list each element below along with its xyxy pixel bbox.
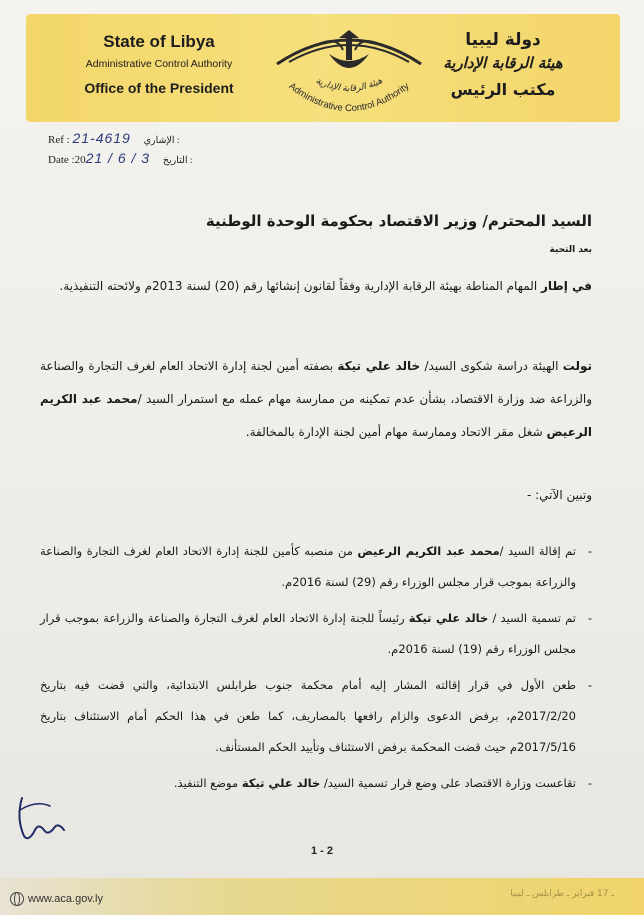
footer-address: ـ 17 فبراير ـ طرابلس ـ ليبيا <box>510 889 614 899</box>
bullet4-text-1: تقاعست وزارة الاقتصاد على وضع قرار تسمية السيد/ <box>320 776 576 790</box>
para1-text: المهام المناطة بهيئة الرقابة الإدارية وفقاً لقانون إنشائها رقم (20) لسنة 2013م ولائحته التنفيذية. <box>59 279 541 293</box>
paragraph-1 <box>40 270 592 303</box>
letterhead-english <box>64 32 254 96</box>
para2-text-3: شغل مقر الاتحاد وممارسة مهام أمين لجنة الإدارة بالمخالفة. <box>245 425 547 439</box>
para2-text-1: الهيئة دراسة شكوى السيد/ <box>420 359 563 373</box>
ref-label-ar: الإشاري : <box>143 136 180 146</box>
para1-lead: في إطار <box>540 279 592 293</box>
findings-intro: وتبين الآتي: - <box>526 488 592 502</box>
findings-list <box>40 536 592 804</box>
website-text: www.aca.gov.ly <box>28 893 103 905</box>
list-item <box>40 670 592 763</box>
addressee: السيد المحترم/ وزير الاقتصاد بحكومة الوحدة الوطنية <box>205 212 592 230</box>
state-title-en: State of Libya <box>103 32 215 51</box>
bullet1-name: محمد عبد الكريم الرعيض <box>357 544 500 558</box>
bullet2-name: خالد علي تيكة <box>408 611 489 625</box>
website-link[interactable] <box>10 892 103 906</box>
date-line <box>48 150 193 166</box>
date-value: 21 / 6 / 3 <box>85 150 151 166</box>
authority-name-en: Administrative Control Authority <box>85 58 233 70</box>
footer-band <box>0 878 644 915</box>
letterhead-arabic <box>408 30 598 99</box>
bullet4-text-2: موضع التنفيذ. <box>173 776 242 790</box>
date-label: Date :20 <box>48 154 86 166</box>
office-name-en: Office of the President <box>84 80 234 96</box>
list-item <box>40 603 592 665</box>
bullet2-text-1: تم تسمية السيد / <box>488 611 576 625</box>
reference-line <box>48 130 180 146</box>
bullet3-text: طعن الأول في قرار إقالته المشار إليه أمام محكمة جنوب طرابلس الابتدائية، والتي قضت فيه بتاريخ 2017/2/20م، برفض الدعوى والزام رافعها بالمصاريف، كما طعن في هذا الحكم أمام الاستئناف بتاريخ 2017/5/16م حيث قضت المحكمة برفض الاستئناف وتأييد الحكم المستأنف. <box>40 678 576 754</box>
logo-arc-text: Administrative Control Authority <box>286 80 412 115</box>
para2-name-2: محمد عبد الكريم الرعيض <box>40 392 592 439</box>
list-item <box>40 536 592 598</box>
greeting: بعد التحية <box>549 245 592 255</box>
ref-label: Ref : <box>48 134 70 146</box>
bullet1-text-2: من منصبه كأمين للجنة إدارة الاتحاد العام لغرف التجارة والصناعة والزراعة بموجب قرار مجلس الوزراء رقم (29) لسنة 2016م. <box>40 544 576 589</box>
bullet2-text-2: رئيساً للجنة إدارة الاتحاد العام لغرف التجارة والصناعة والزراعة بموجب قرار مجلس الوزراء رقم (19) لسنة 2016م. <box>40 611 576 656</box>
list-item <box>40 768 592 799</box>
para2-text-2: بصفته أمين لجنة إدارة الاتحاد العام لغرف التجارة والصناعة والزراعة ضد وزارة الاقتصاد، بشأن عدم تمكينه من ممارسة مهام عمله مع استمرار السيد / <box>40 359 592 406</box>
letterhead-band <box>26 14 620 122</box>
state-title-ar: دولة ليبيا <box>465 30 541 50</box>
logo-arc-text-ar: هيئة الرقابة الإدارية <box>314 75 384 94</box>
para2-name-1: خالد علي تيكة <box>337 359 421 373</box>
authority-name-ar: هيئة الرقابة الإدارية <box>443 54 563 72</box>
page-number: 1 - 2 <box>310 845 333 857</box>
ref-value: 21-4619 <box>72 130 131 146</box>
globe-icon <box>10 892 24 906</box>
date-label-ar: التاريخ : <box>162 156 193 166</box>
para2-lead: تولت <box>562 359 593 373</box>
bullet4-name: خالد علي تيكة <box>241 776 321 790</box>
bullet1-text-1: تم إقالة السيد / <box>499 544 577 558</box>
paragraph-2 <box>40 350 592 449</box>
signature-icon <box>14 792 74 844</box>
office-name-ar: مكتب الرئيس <box>450 80 556 99</box>
